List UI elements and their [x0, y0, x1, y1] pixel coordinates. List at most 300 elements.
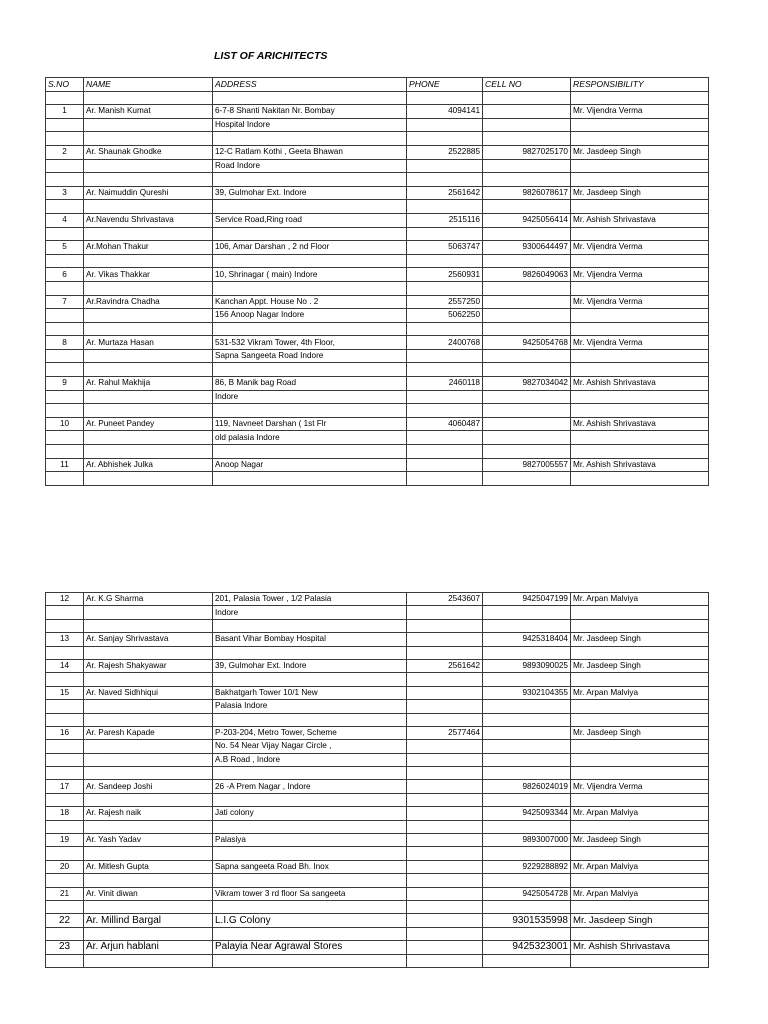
sno-cell	[46, 118, 84, 132]
sno-cell	[46, 445, 84, 459]
sno-cell	[46, 646, 84, 659]
responsibility-cell	[571, 606, 709, 619]
sno-cell	[46, 753, 84, 766]
responsibility-cell	[571, 767, 709, 780]
address-cell	[213, 200, 407, 214]
table-row	[46, 847, 709, 860]
cell-no-cell: 9827005557	[483, 458, 571, 472]
address-cell	[213, 673, 407, 686]
responsibility-cell	[571, 132, 709, 146]
name-cell	[84, 431, 213, 445]
cell-no-cell: 9827025170	[483, 145, 571, 159]
cell-no-cell	[483, 606, 571, 619]
cell-no-cell	[483, 445, 571, 459]
cell-no-cell	[483, 173, 571, 187]
address-cell	[213, 900, 407, 913]
phone-cell: 2561642	[407, 659, 483, 672]
name-cell	[84, 927, 213, 940]
sno-cell	[46, 227, 84, 241]
address-cell: Kanchan Appt. House No . 2	[213, 295, 407, 309]
sno-cell: 2	[46, 145, 84, 159]
name-cell	[84, 673, 213, 686]
sno-cell: 13	[46, 633, 84, 646]
name-cell: Ar. Naimuddin Qureshi	[84, 186, 213, 200]
table-row	[46, 606, 709, 619]
cell-no-cell	[483, 619, 571, 632]
table-row	[46, 173, 709, 187]
cell-no-cell	[483, 91, 571, 105]
table-row	[46, 740, 709, 753]
sno-cell	[46, 309, 84, 323]
name-cell	[84, 322, 213, 336]
name-cell: Ar.Ravindra Chadha	[84, 295, 213, 309]
address-cell: Service Road,Ring road	[213, 213, 407, 227]
table-row	[46, 472, 709, 486]
table-row	[46, 281, 709, 295]
name-cell: Ar. Naved Sidhhiqui	[84, 686, 213, 699]
cell-no-cell	[483, 753, 571, 766]
name-cell	[84, 404, 213, 418]
column-header: S.NO	[46, 78, 84, 92]
table-row	[46, 927, 709, 940]
table-row	[46, 132, 709, 146]
table-row	[46, 145, 709, 159]
phone-cell	[407, 227, 483, 241]
table-row	[46, 417, 709, 431]
cell-no-cell: 9229288892	[483, 860, 571, 873]
address-cell	[213, 954, 407, 967]
table-header-row	[46, 78, 709, 92]
name-cell	[84, 363, 213, 377]
table-row	[46, 445, 709, 459]
sno-cell	[46, 700, 84, 713]
address-cell: 39, Gulmohar Ext. Indore	[213, 659, 407, 672]
name-cell: Ar. Mitlesh Gupta	[84, 860, 213, 873]
phone-cell	[407, 363, 483, 377]
table-row	[46, 295, 709, 309]
address-cell: old palasia Indore	[213, 431, 407, 445]
responsibility-cell	[571, 753, 709, 766]
phone-cell: 4060487	[407, 417, 483, 431]
address-cell: No. 54 Near Vijay Nagar Circle ,	[213, 740, 407, 753]
responsibility-cell: Mr. Ashish Shrivastava	[571, 377, 709, 391]
address-cell: 6-7-8 Shanti Nakitan Nr. Bombay	[213, 105, 407, 119]
document-title: LIST OF ARICHITECTS	[214, 50, 328, 62]
sno-cell: 12	[46, 593, 84, 606]
cell-no-cell: 9425056414	[483, 213, 571, 227]
phone-cell: 2522885	[407, 145, 483, 159]
responsibility-cell	[571, 445, 709, 459]
address-cell: 106, Amar Darshan , 2 nd Floor	[213, 241, 407, 255]
responsibility-cell	[571, 254, 709, 268]
name-cell	[84, 309, 213, 323]
sno-cell: 14	[46, 659, 84, 672]
cell-no-cell	[483, 927, 571, 940]
name-cell: Ar. Arjun hablani	[84, 941, 213, 954]
responsibility-cell: Mr. Vijendra Verma	[571, 105, 709, 119]
cell-no-cell: 9302104355	[483, 686, 571, 699]
sno-cell	[46, 363, 84, 377]
responsibility-cell	[571, 91, 709, 105]
name-cell	[84, 445, 213, 459]
cell-no-cell	[483, 726, 571, 739]
address-cell	[213, 404, 407, 418]
cell-no-cell: 9300644497	[483, 241, 571, 255]
cell-no-cell	[483, 847, 571, 860]
name-cell: Ar.Navendu Shrivastava	[84, 213, 213, 227]
cell-no-cell	[483, 900, 571, 913]
phone-cell	[407, 941, 483, 954]
phone-cell	[407, 646, 483, 659]
phone-cell	[407, 673, 483, 686]
table-row	[46, 820, 709, 833]
table-row	[46, 254, 709, 268]
table-row	[46, 834, 709, 847]
responsibility-cell	[571, 363, 709, 377]
name-cell	[84, 91, 213, 105]
phone-cell	[407, 349, 483, 363]
sno-cell	[46, 404, 84, 418]
sno-cell: 5	[46, 241, 84, 255]
name-cell: Ar. K.G Sharma	[84, 593, 213, 606]
responsibility-cell	[571, 173, 709, 187]
responsibility-cell: Mr. Vijendra Verma	[571, 336, 709, 350]
address-cell: P-203-204, Metro Tower, Scheme	[213, 726, 407, 739]
sno-cell: 22	[46, 914, 84, 927]
phone-cell: 4094141	[407, 105, 483, 119]
cell-no-cell	[483, 349, 571, 363]
responsibility-cell: Mr. Jasdeep Singh	[571, 914, 709, 927]
cell-no-cell	[483, 118, 571, 132]
address-cell: Road Indore	[213, 159, 407, 173]
table-row	[46, 793, 709, 806]
cell-no-cell	[483, 159, 571, 173]
address-cell: Indore	[213, 390, 407, 404]
phone-cell	[407, 431, 483, 445]
name-cell: Ar. Rahul Makhija	[84, 377, 213, 391]
responsibility-cell: Mr. Arpan Malviya	[571, 686, 709, 699]
table-row	[46, 200, 709, 214]
address-cell	[213, 847, 407, 860]
responsibility-cell	[571, 700, 709, 713]
table-row	[46, 673, 709, 686]
address-cell	[213, 793, 407, 806]
table-row	[46, 593, 709, 606]
sno-cell: 17	[46, 780, 84, 793]
name-cell: Ar. Millind Bargal	[84, 914, 213, 927]
cell-no-cell: 9893090025	[483, 659, 571, 672]
cell-no-cell: 9425318404	[483, 633, 571, 646]
address-cell: Jati colony	[213, 807, 407, 820]
phone-cell	[407, 404, 483, 418]
name-cell	[84, 954, 213, 967]
responsibility-cell: Mr. Vijendra Verma	[571, 295, 709, 309]
name-cell	[84, 767, 213, 780]
table-row	[46, 887, 709, 900]
sno-cell	[46, 874, 84, 887]
table-row	[46, 390, 709, 404]
address-cell: Palasiya	[213, 834, 407, 847]
address-cell: 86, B Manik bag Road	[213, 377, 407, 391]
name-cell	[84, 227, 213, 241]
table-row	[46, 954, 709, 967]
name-cell: Ar. Shaunak Ghodke	[84, 145, 213, 159]
table-row	[46, 726, 709, 739]
sno-cell	[46, 91, 84, 105]
responsibility-cell	[571, 159, 709, 173]
table-row	[46, 186, 709, 200]
responsibility-cell: Mr. Jasdeep Singh	[571, 633, 709, 646]
address-cell	[213, 874, 407, 887]
table-row	[46, 807, 709, 820]
table-row	[46, 404, 709, 418]
table-row	[46, 431, 709, 445]
phone-cell	[407, 900, 483, 913]
responsibility-cell: Mr. Arpan Malviya	[571, 593, 709, 606]
sno-cell	[46, 793, 84, 806]
name-cell	[84, 874, 213, 887]
cell-no-cell: 9425047199	[483, 593, 571, 606]
phone-cell	[407, 753, 483, 766]
sno-cell: 16	[46, 726, 84, 739]
address-cell	[213, 281, 407, 295]
phone-cell	[407, 458, 483, 472]
responsibility-cell: Mr. Jasdeep Singh	[571, 186, 709, 200]
responsibility-cell	[571, 900, 709, 913]
cell-no-cell: 9425093344	[483, 807, 571, 820]
cell-no-cell: 9425054728	[483, 887, 571, 900]
table-row	[46, 322, 709, 336]
phone-cell	[407, 820, 483, 833]
name-cell: Ar. Puneet Pandey	[84, 417, 213, 431]
cell-no-cell	[483, 700, 571, 713]
table-row	[46, 860, 709, 873]
address-cell	[213, 91, 407, 105]
responsibility-cell	[571, 927, 709, 940]
name-cell	[84, 900, 213, 913]
name-cell: Ar.Mohan Thakur	[84, 241, 213, 255]
name-cell	[84, 132, 213, 146]
responsibility-cell	[571, 309, 709, 323]
column-header: PHONE	[407, 78, 483, 92]
architects-table-2	[45, 592, 709, 968]
table-row	[46, 118, 709, 132]
table-row	[46, 941, 709, 954]
sno-cell	[46, 390, 84, 404]
name-cell	[84, 390, 213, 404]
address-cell: Basant Vihar Bombay Hospital	[213, 633, 407, 646]
phone-cell	[407, 700, 483, 713]
table-row	[46, 458, 709, 472]
responsibility-cell: Mr. Vijendra Verma	[571, 241, 709, 255]
name-cell	[84, 254, 213, 268]
responsibility-cell	[571, 874, 709, 887]
phone-cell: 5062250	[407, 309, 483, 323]
architects-table-1	[45, 77, 709, 486]
cell-no-cell	[483, 673, 571, 686]
name-cell	[84, 847, 213, 860]
responsibility-cell: Mr. Jasdeep Singh	[571, 659, 709, 672]
address-cell: Sapna Sangeeta Road Indore	[213, 349, 407, 363]
address-cell: Sapna sangeeta Road Bh. Inox	[213, 860, 407, 873]
address-cell: Bakhatgarh Tower 10/1 New	[213, 686, 407, 699]
table-row	[46, 213, 709, 227]
cell-no-cell	[483, 713, 571, 726]
table-row	[46, 363, 709, 377]
responsibility-cell	[571, 793, 709, 806]
phone-cell	[407, 118, 483, 132]
phone-cell	[407, 445, 483, 459]
cell-no-cell	[483, 254, 571, 268]
sno-cell	[46, 254, 84, 268]
phone-cell	[407, 780, 483, 793]
responsibility-cell	[571, 713, 709, 726]
cell-no-cell	[483, 281, 571, 295]
responsibility-cell: Mr. Vijendra Verma	[571, 268, 709, 282]
responsibility-cell	[571, 404, 709, 418]
responsibility-cell: Mr. Ashish Shrivastava	[571, 458, 709, 472]
phone-cell	[407, 767, 483, 780]
name-cell: Ar. Yash Yadav	[84, 834, 213, 847]
name-cell: Ar. Paresh Kapade	[84, 726, 213, 739]
responsibility-cell	[571, 673, 709, 686]
address-cell: Palasia Indore	[213, 700, 407, 713]
sno-cell: 3	[46, 186, 84, 200]
address-cell	[213, 254, 407, 268]
cell-no-cell	[483, 105, 571, 119]
cell-no-cell	[483, 404, 571, 418]
address-cell: L.I.G Colony	[213, 914, 407, 927]
sno-cell	[46, 619, 84, 632]
phone-cell	[407, 472, 483, 486]
cell-no-cell: 9893007000	[483, 834, 571, 847]
table-row	[46, 377, 709, 391]
address-cell	[213, 713, 407, 726]
phone-cell	[407, 807, 483, 820]
table-row	[46, 349, 709, 363]
table-row	[46, 91, 709, 105]
responsibility-cell	[571, 954, 709, 967]
sno-cell	[46, 847, 84, 860]
table-row	[46, 900, 709, 913]
phone-cell	[407, 390, 483, 404]
phone-cell	[407, 887, 483, 900]
name-cell	[84, 173, 213, 187]
address-cell	[213, 767, 407, 780]
sno-cell	[46, 673, 84, 686]
address-cell: 201, Palasia Tower , 1/2 Palasia	[213, 593, 407, 606]
phone-cell	[407, 874, 483, 887]
phone-cell	[407, 173, 483, 187]
address-cell: 26 -A Prem Nagar , Indore	[213, 780, 407, 793]
name-cell	[84, 619, 213, 632]
name-cell: Ar. Vikas Thakkar	[84, 268, 213, 282]
address-cell: Vikram tower 3 rd floor Sa sangeeta	[213, 887, 407, 900]
sno-cell: 6	[46, 268, 84, 282]
name-cell	[84, 753, 213, 766]
table-row	[46, 268, 709, 282]
responsibility-cell: Mr. Jasdeep Singh	[571, 834, 709, 847]
sno-cell	[46, 767, 84, 780]
table-row	[46, 713, 709, 726]
sno-cell	[46, 173, 84, 187]
name-cell: Ar. Sanjay Shrivastava	[84, 633, 213, 646]
address-cell: 119, Navneet Darshan ( 1st Flr	[213, 417, 407, 431]
table-row	[46, 241, 709, 255]
sno-cell: 8	[46, 336, 84, 350]
responsibility-cell: Mr. Jasdeep Singh	[571, 145, 709, 159]
name-cell: Ar. Sandeep Joshi	[84, 780, 213, 793]
phone-cell	[407, 847, 483, 860]
responsibility-cell: Mr. Arpan Malviya	[571, 887, 709, 900]
responsibility-cell: Mr. Arpan Malviya	[571, 860, 709, 873]
table-row	[46, 633, 709, 646]
phone-cell: 2561642	[407, 186, 483, 200]
address-cell	[213, 445, 407, 459]
column-header: NAME	[84, 78, 213, 92]
cell-no-cell	[483, 363, 571, 377]
sno-cell	[46, 713, 84, 726]
sno-cell: 23	[46, 941, 84, 954]
table-row	[46, 336, 709, 350]
name-cell	[84, 793, 213, 806]
table-row	[46, 659, 709, 672]
phone-cell	[407, 91, 483, 105]
address-cell	[213, 363, 407, 377]
phone-cell	[407, 834, 483, 847]
responsibility-cell	[571, 472, 709, 486]
name-cell	[84, 820, 213, 833]
name-cell: Ar. Rajesh naik	[84, 807, 213, 820]
phone-cell	[407, 200, 483, 214]
name-cell: Ar. Rajesh Shakyawar	[84, 659, 213, 672]
cell-no-cell: 9301535998	[483, 914, 571, 927]
phone-cell: 2577464	[407, 726, 483, 739]
phone-cell	[407, 914, 483, 927]
table-row	[46, 700, 709, 713]
cell-no-cell	[483, 322, 571, 336]
responsibility-cell	[571, 118, 709, 132]
responsibility-cell: Mr. Jasdeep Singh	[571, 726, 709, 739]
cell-no-cell: 9826078617	[483, 186, 571, 200]
phone-cell	[407, 860, 483, 873]
cell-no-cell	[483, 874, 571, 887]
address-cell	[213, 472, 407, 486]
name-cell: Ar. Vinit diwan	[84, 887, 213, 900]
responsibility-cell	[571, 740, 709, 753]
sno-cell	[46, 472, 84, 486]
cell-no-cell	[483, 390, 571, 404]
responsibility-cell: Mr. Vijendra Verma	[571, 780, 709, 793]
responsibility-cell	[571, 200, 709, 214]
column-header: CELL NO	[483, 78, 571, 92]
phone-cell	[407, 281, 483, 295]
sno-cell	[46, 132, 84, 146]
cell-no-cell	[483, 472, 571, 486]
sno-cell	[46, 322, 84, 336]
sno-cell	[46, 900, 84, 913]
sno-cell	[46, 820, 84, 833]
responsibility-cell	[571, 646, 709, 659]
sno-cell	[46, 349, 84, 363]
sno-cell	[46, 606, 84, 619]
sno-cell: 10	[46, 417, 84, 431]
responsibility-cell	[571, 322, 709, 336]
cell-no-cell	[483, 793, 571, 806]
phone-cell: 2515116	[407, 213, 483, 227]
sno-cell: 20	[46, 860, 84, 873]
table-row	[46, 767, 709, 780]
